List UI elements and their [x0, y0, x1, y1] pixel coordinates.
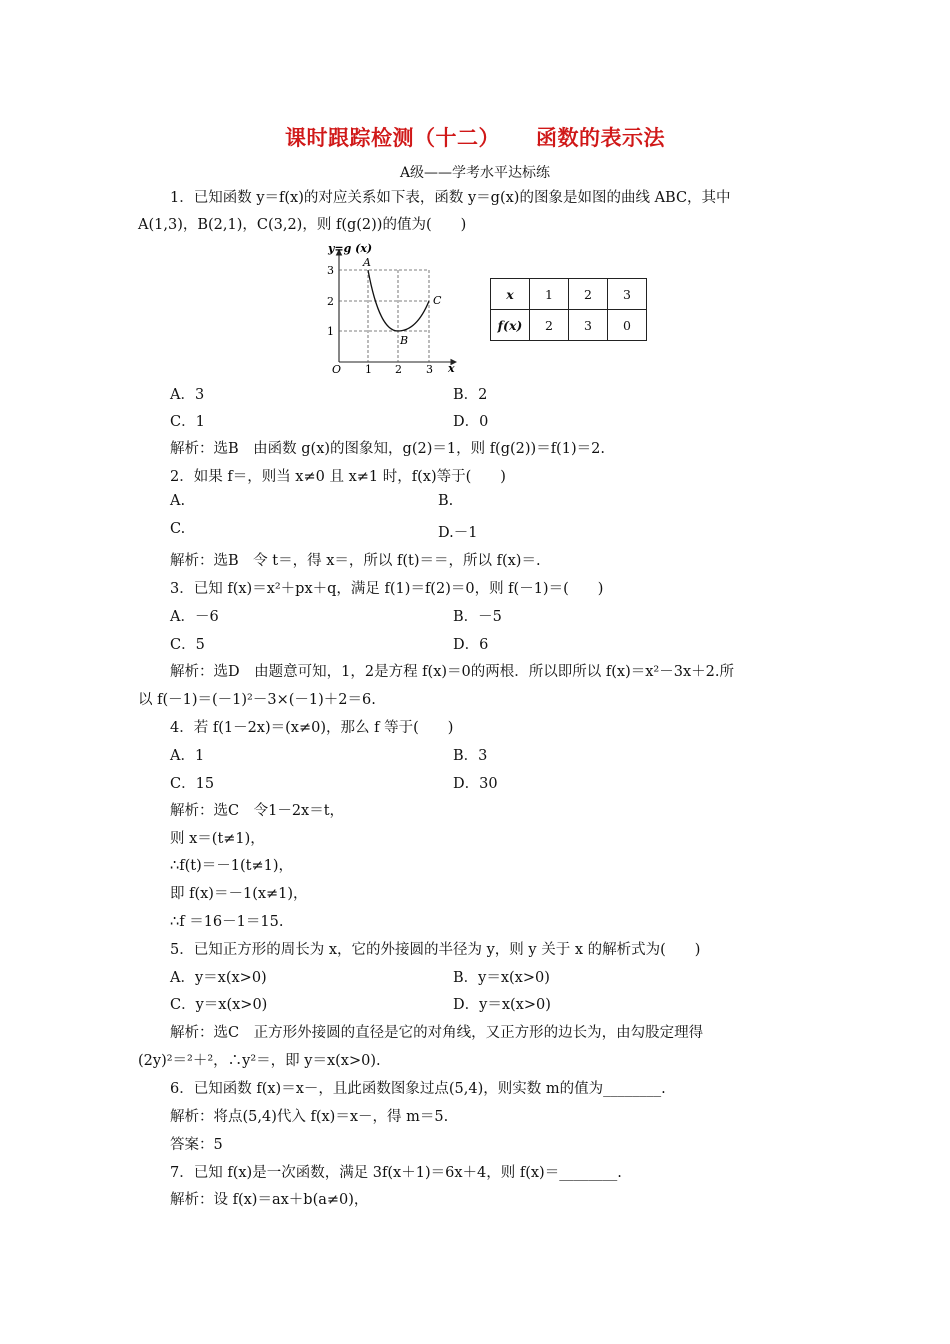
x-tick-3: 3 [426, 363, 433, 376]
point-b-label: B [400, 334, 409, 347]
graph-xlabel: x [448, 362, 455, 375]
table-cell: x [491, 279, 530, 310]
table-cell: f(x) [491, 310, 530, 341]
curve-abc [368, 270, 429, 331]
solution-line: 解析：选C 正方形外接圆的直径是它的对角线，又正方形的边长为，由勾股定理得 [170, 1025, 704, 1041]
table-row [491, 279, 647, 310]
table-cell: 3 [608, 279, 647, 310]
option-d: D．30 [453, 776, 498, 792]
y-tick-2: 2 [327, 295, 334, 308]
title-part2: 函数的表示法 [536, 126, 665, 150]
solution-line: 以 f(－1)＝(－1)²－3×(－1)＋2＝6. [138, 692, 376, 708]
question-line: 3．已知 f(x)＝x²＋px＋q，满足 f(1)＝f(2)＝0，则 f(－1)＝( ) [170, 581, 604, 597]
table-cell: 0 [608, 310, 647, 341]
solution-line: ∴f(t)＝－1(t≠1)， [170, 858, 293, 874]
graph-origin: O [332, 363, 342, 376]
solution-line: 解析：设 f(x)＝ax＋b(a≠0)， [170, 1192, 369, 1208]
solution-line: 解析：选B 由函数 g(x)的图象知，g(2)＝1，则 f(g(2))＝f(1)＝2. [170, 441, 605, 457]
x-tick-1: 1 [365, 363, 372, 376]
y-tick-1: 1 [327, 325, 334, 338]
point-a-label: A [363, 256, 371, 269]
option-d: D．6 [453, 637, 489, 653]
solution-line: ∴f ＝16－1＝15. [170, 914, 284, 930]
text-line: A(1,3)，B(2,1)，C(3,2)，则 f(g(2))的值为( ) [138, 217, 467, 233]
solution-line: 即 f(x)＝－1(x≠1)， [170, 886, 308, 902]
page-title [0, 122, 950, 152]
table-cell: 3 [569, 310, 608, 341]
table-cell: 2 [569, 279, 608, 310]
point-c-label: C [433, 294, 442, 307]
function-table [490, 278, 647, 341]
question-line: 5．已知正方形的周长为 x，它的外接圆的半径为 y，则 y 关于 x 的解析式为( ) [170, 942, 701, 958]
solution-line: (2y)²＝²＋²，∴y²＝，即 y＝x(x>0). [138, 1053, 381, 1069]
option-d: D．y＝x(x>0) [453, 997, 551, 1013]
solution-line: 则 x＝(t≠1)， [170, 831, 265, 847]
option-a: A．3 [170, 387, 205, 403]
option-a: A．y＝x(x>0) [170, 970, 267, 986]
graph-ylabel: y=g (x) [328, 242, 373, 255]
question-line: 6．已知函数 f(x)＝x－，且此函数图象过点(5,4)，则实数 m的值为________. [170, 1081, 666, 1097]
grid-lines [339, 270, 429, 362]
function-graph [318, 238, 460, 380]
x-tick-2: 2 [395, 363, 402, 376]
option-a: A．1 [170, 748, 205, 764]
y-tick-3: 3 [327, 264, 334, 277]
solution-line: 解析：选D 由题意可知，1，2是方程 f(x)＝0的两根．所以即所以 f(x)＝x²－3x＋2.所 [170, 664, 734, 680]
option-b: B．2 [453, 387, 488, 403]
option-c: C．1 [170, 414, 205, 430]
solution-line: 解析：选C 令1－2x＝t， [170, 803, 345, 819]
option-b: B．3 [453, 748, 488, 764]
table-cell: 2 [530, 310, 569, 341]
option-a: A. [170, 493, 186, 509]
question-line: 7．已知 f(x)是一次函数，满足 3f(x＋1)＝6x＋4，则 f(x)＝________. [170, 1165, 622, 1181]
solution-line: 解析：将点(5,4)代入 f(x)＝x－，得 m＝5. [170, 1109, 449, 1125]
option-d: D．0 [453, 414, 489, 430]
question-line: 4．若 f(1－2x)＝(x≠0)，那么 f 等于( ) [170, 720, 454, 736]
option-c: C. [170, 521, 186, 537]
table-cell: 1 [530, 279, 569, 310]
table-row [491, 310, 647, 341]
option-b: B．－5 [453, 609, 502, 625]
option-d: D.－1 [438, 525, 478, 541]
section-subtitle: A级——学考水平达标练 [399, 165, 551, 181]
answer-line: 答案：5 [170, 1137, 223, 1153]
title-part1: 课时跟踪检测（十二） [285, 126, 500, 150]
option-c: C．y＝x(x>0) [170, 997, 268, 1013]
option-a: A．－6 [170, 609, 219, 625]
option-c: C．15 [170, 776, 215, 792]
text-line: 1．已知函数 y＝f(x)的对应关系如下表，函数 y＝g(x)的图象是如图的曲线 ABC，其中 [170, 190, 731, 206]
solution-line: 解析：选B 令 t＝，得 x＝，所以 f(t)＝＝，所以 f(x)＝. [170, 553, 541, 569]
question-line: 2．如果 f＝，则当 x≠0 且 x≠1 时，f(x)等于( ) [170, 469, 506, 485]
option-b: B．y＝x(x>0) [453, 970, 550, 986]
option-c: C．5 [170, 637, 205, 653]
option-b: B. [438, 493, 454, 509]
